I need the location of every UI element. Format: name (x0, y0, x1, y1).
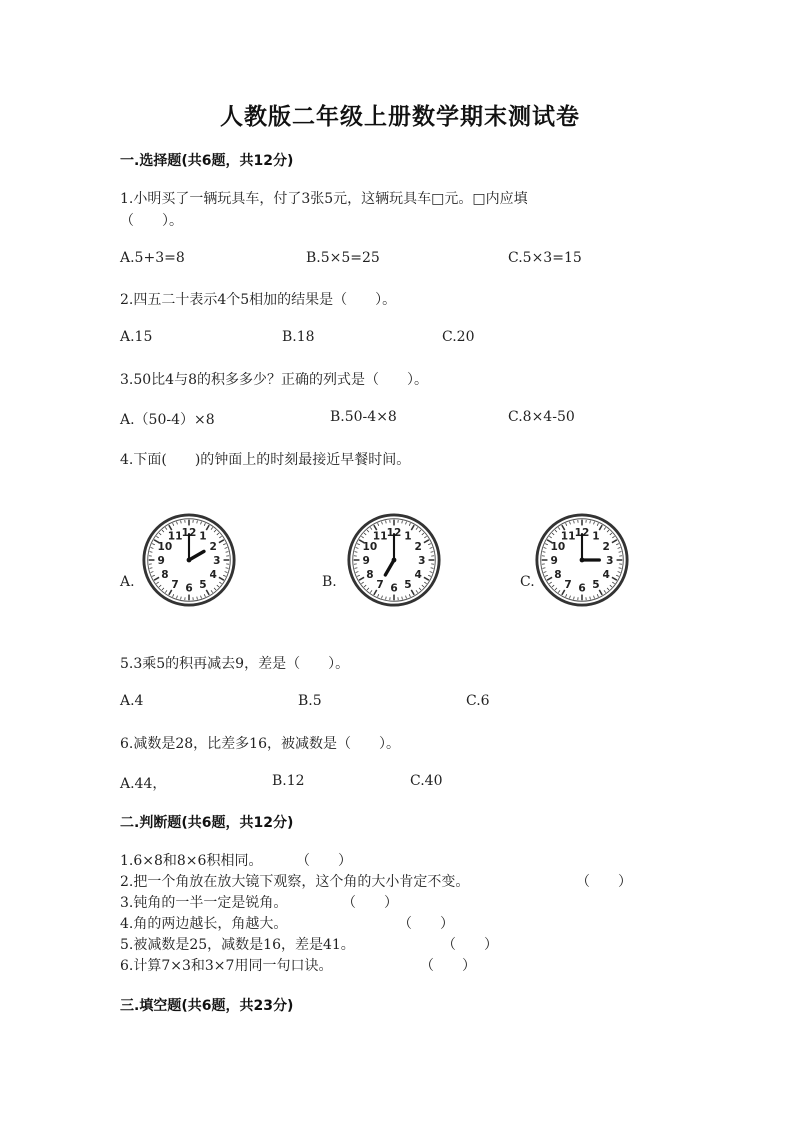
clock-center-pin (580, 558, 585, 563)
question-1-option-c[interactable]: C.5×3=15 (508, 250, 582, 266)
question-5-option-a[interactable]: A.4 (120, 693, 144, 709)
question-1-option-b[interactable]: B.5×5=25 (306, 250, 380, 266)
clock-numeral: 6 (390, 582, 398, 595)
clock-numeral: 11 (167, 530, 183, 543)
clock-numeral: 2 (414, 540, 422, 553)
question-5-text: 5.3乘5的积再减去9，差是（ ）。 (120, 656, 350, 672)
clock-numeral: 8 (161, 568, 169, 581)
clock-numeral: 3 (213, 554, 221, 567)
question-6-option-c[interactable]: C.40 (410, 773, 443, 789)
section-heading-choice: 一.选择题(共6题，共12分) (120, 153, 294, 169)
clock-numeral: 1 (592, 530, 600, 543)
judgement-3-blank[interactable]: （ ） (342, 895, 398, 911)
clock-numeral: 1 (199, 530, 207, 543)
question-3-option-a[interactable]: A.（50-4）×8 (120, 412, 215, 428)
question-3-text: 3.50比4与8的积多多少？正确的列式是（ ）。 (120, 372, 428, 388)
clock-numeral: 1 (404, 530, 412, 543)
clock-numeral: 7 (376, 578, 384, 591)
judgement-2-text: 2.把一个角放在放大镜下观察，这个角的大小肯定不变。 (120, 874, 470, 890)
question-6-option-a[interactable]: A.44， (120, 776, 167, 792)
page-title: 人教版二年级上册数学期末测试卷 (220, 103, 580, 130)
judgement-4-blank[interactable]: （ ） (398, 916, 454, 932)
question-4-option-a[interactable]: A. (120, 574, 135, 590)
judgement-3-text: 3.钝角的一半一定是锐角。 (120, 895, 288, 911)
clock-numeral: 12 (181, 527, 197, 539)
judgement-4-text: 4.角的两边越长，角越大。 (120, 916, 288, 932)
question-3-option-b[interactable]: B.50-4×8 (330, 409, 397, 425)
question-1-blank: （ ）。 (120, 213, 183, 229)
question-5-option-b[interactable]: B.5 (298, 693, 322, 709)
judgement-6-blank[interactable]: （ ） (420, 958, 476, 974)
clock-numeral: 4 (602, 568, 610, 581)
clock-numeral: 3 (606, 554, 614, 567)
clock-numeral: 9 (157, 554, 165, 567)
clock-numeral: 9 (550, 554, 558, 567)
clock-numeral: 11 (372, 530, 388, 543)
clock-numeral: 6 (578, 582, 586, 595)
clock-numeral: 7 (171, 578, 179, 591)
clock-numeral: 4 (414, 568, 422, 581)
question-4-option-b[interactable]: B. (322, 574, 337, 590)
section-heading-fill-blank: 三.填空题(共6题，共23分) (120, 998, 294, 1014)
clock-numeral: 5 (404, 578, 412, 591)
question-2-option-a[interactable]: A.15 (120, 329, 153, 345)
question-2-text: 2.四五二十表示4个5相加的结果是（ ）。 (120, 292, 397, 308)
clock-numeral: 12 (574, 527, 590, 539)
clock-numeral: 8 (554, 568, 562, 581)
clock-numeral: 6 (185, 582, 193, 595)
question-2-option-c[interactable]: C.20 (442, 329, 475, 345)
question-4-text: 4.下面( )的钟面上的时刻最接近早餐时间。 (120, 452, 411, 468)
judgement-5-text: 5.被减数是25，减数是16，差是41。 (120, 937, 355, 953)
question-6-option-b[interactable]: B.12 (272, 773, 305, 789)
clock-numeral: 2 (602, 540, 610, 553)
question-2-option-b[interactable]: B.18 (282, 329, 315, 345)
question-1-option-a[interactable]: A.5+3=8 (120, 250, 185, 266)
clock-center-pin (187, 558, 192, 563)
question-6-text: 6.减数是28，比差多16，被减数是（ ）。 (120, 736, 400, 752)
clock-c[interactable] (534, 512, 630, 608)
question-4-option-c[interactable]: C. (520, 574, 535, 590)
section-heading-judgement: 二.判断题(共6题，共12分) (120, 815, 294, 831)
clock-numeral: 10 (362, 540, 378, 553)
question-5-option-c[interactable]: C.6 (466, 693, 490, 709)
judgement-2-blank[interactable]: （ ） (576, 874, 632, 890)
judgement-5-blank[interactable]: （ ） (442, 937, 498, 953)
clock-numeral: 8 (366, 568, 374, 581)
judgement-1-blank[interactable]: （ ） (296, 853, 352, 869)
clock-numeral: 9 (362, 554, 370, 567)
clock-center-pin (392, 558, 397, 563)
clock-b[interactable] (346, 512, 442, 608)
clock-numeral: 5 (199, 578, 207, 591)
clock-a[interactable] (141, 512, 237, 608)
clock-numeral: 10 (157, 540, 173, 553)
clock-numeral: 11 (560, 530, 576, 543)
clock-numeral: 2 (209, 540, 217, 553)
clock-numeral: 5 (592, 578, 600, 591)
question-1-text: 1.小明买了一辆玩具车，付了3张5元，这辆玩具车□元。□内应填 (120, 191, 528, 207)
question-3-option-c[interactable]: C.8×4-50 (508, 409, 575, 425)
judgement-1-text: 1.6×8和8×6积相同。 (120, 853, 263, 869)
clock-numeral: 3 (418, 554, 426, 567)
clock-numeral: 10 (550, 540, 566, 553)
judgement-6-text: 6.计算7×3和3×7用同一句口诀。 (120, 958, 333, 974)
clock-numeral: 12 (386, 527, 402, 539)
clock-numeral: 4 (209, 568, 217, 581)
clock-numeral: 7 (564, 578, 572, 591)
